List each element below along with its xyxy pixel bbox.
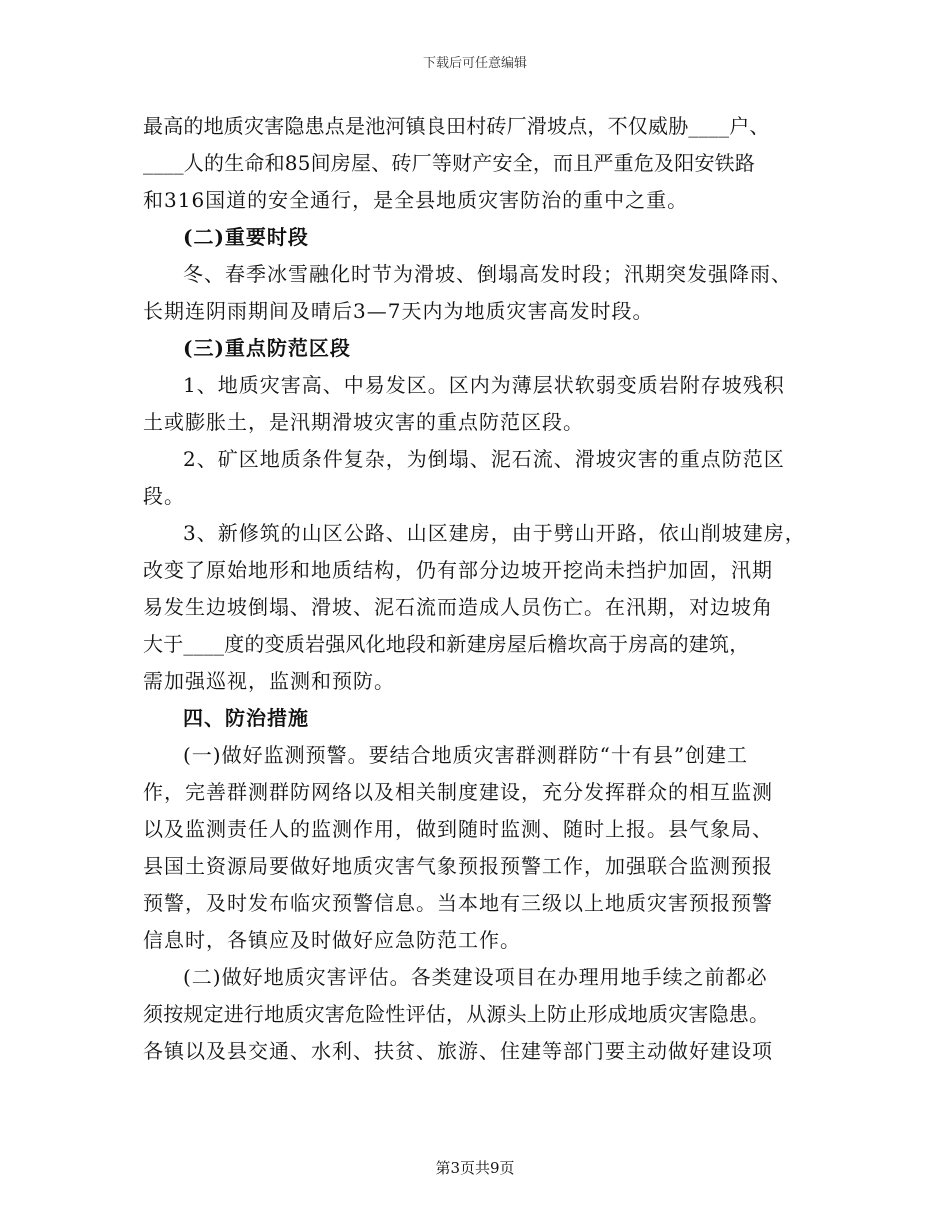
page-header: 下载后可任意编辑 (422, 56, 527, 71)
text-line: 需加强巡视，监测和预防。 (143, 669, 395, 693)
text-line: 须按规定进行地质灾害危险性评估，从源头上防止形成地质灾害隐患。 (143, 1002, 770, 1026)
text-line: 信息时，各镇应及时做好应急防范工作。 (143, 928, 521, 952)
section-heading: (二)重要时段 (183, 225, 309, 249)
text-line: 最高的地质灾害隐患点是池河镇良田村砖厂滑坡点，不仅威胁____户、 (143, 114, 770, 138)
page-footer: 第3页共9页 (435, 1159, 515, 1177)
text-line: 1、地质灾害高、中易发区。区内为薄层状软弱变质岩附存坡残积 (183, 373, 785, 397)
section-heading: 四、防治措施 (183, 706, 309, 730)
text-line: 2、矿区地质条件复杂，为倒塌、泥石流、滑坡灾害的重点防范区 (183, 447, 785, 471)
text-line: 段。 (143, 484, 185, 508)
document-body (143, 108, 823, 1070)
text-line: 预警，及时发布临灾预警信息。当本地有三级以上地质灾害预报预警 (143, 891, 773, 915)
text-line: 改变了原始地形和地质结构，仍有部分边坡开挖尚未挡护加固，汛期 (143, 558, 773, 582)
text-line: 各镇以及县交通、水利、扶贫、旅游、住建等部门要主动做好建设项 (143, 1039, 773, 1063)
section-heading: (三)重点防范区段 (183, 336, 351, 360)
text-line: 县国土资源局要做好地质灾害气象预报预警工作，加强联合监测预报 (143, 854, 773, 878)
text-line: 大于____度的变质岩强风化地段和新建房屋后檐坎高于房高的建筑， (143, 632, 750, 656)
text-line: 3、新修筑的山区公路、山区建房，由于劈山开路，依山削坡建房， (183, 521, 806, 545)
text-line: 易发生边坡倒塌、滑坡、泥石流而造成人员伤亡。在汛期，对边坡角 (143, 595, 773, 619)
text-line: 土或膨胀土，是汛期滑坡灾害的重点防范区段。 (143, 410, 584, 434)
text-line: ____人的生命和85间房屋、砖厂等财产安全，而且严重危及阳安铁路 (143, 151, 756, 175)
text-line: (一)做好监测预警。要结合地质灾害群测群防“十有县”创建工 (183, 743, 749, 767)
text-line: 以及监测责任人的监测作用，做到随时监测、随时上报。县气象局、 (143, 817, 773, 841)
text-line: 和316国道的安全通行，是全县地质灾害防治的重中之重。 (143, 188, 689, 212)
text-line: 作，完善群测群防网络以及相关制度建设，充分发挥群众的相互监测 (143, 780, 773, 804)
text-line: (二)做好地质灾害评估。各类建设项目在办理用地手续之前都必 (183, 965, 768, 989)
text-line: 冬、春季冰雪融化时节为滑坡、倒塌高发时段；汛期突发强降雨、 (183, 262, 792, 286)
text-line: 长期连阴雨期间及晴后3—7天内为地质灾害高发时段。 (143, 299, 654, 323)
